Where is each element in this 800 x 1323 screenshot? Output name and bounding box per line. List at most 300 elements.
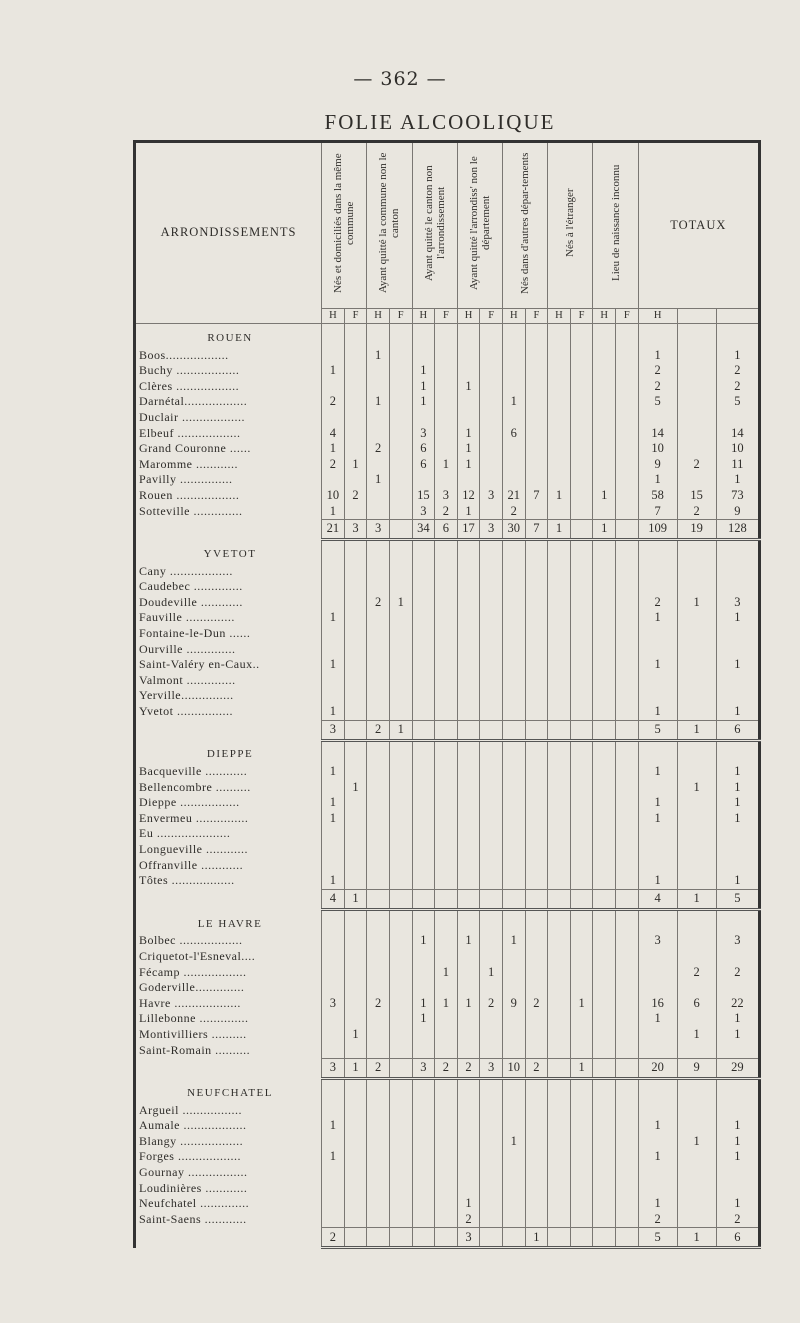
table-cell: 1 bbox=[502, 394, 525, 410]
table-cell bbox=[502, 965, 525, 981]
table-cell bbox=[616, 1103, 639, 1119]
subtotal-cell: 3 bbox=[480, 1059, 503, 1079]
table-cell bbox=[457, 673, 480, 689]
table-cell bbox=[344, 965, 367, 981]
table-cell bbox=[616, 1149, 639, 1165]
table-cell bbox=[502, 688, 525, 704]
table-cell bbox=[548, 1027, 571, 1043]
table-cell bbox=[389, 642, 412, 658]
subtotal-cell: 20 bbox=[638, 1059, 677, 1079]
subtotal-cell bbox=[525, 889, 548, 909]
subtotal-cell bbox=[525, 720, 548, 740]
table-cell bbox=[593, 1103, 616, 1119]
table-cell: 1 bbox=[677, 1027, 716, 1043]
table-cell bbox=[457, 1149, 480, 1165]
table-cell bbox=[435, 1134, 458, 1150]
table-cell: 2 bbox=[344, 488, 367, 504]
table-row bbox=[135, 873, 760, 889]
table-cell bbox=[616, 394, 639, 410]
table-cell: 1 bbox=[502, 933, 525, 949]
table-cell bbox=[525, 348, 548, 364]
table-cell bbox=[344, 441, 367, 457]
table-cell: 6 bbox=[412, 457, 435, 473]
subtotal-cell: 10 bbox=[502, 1059, 525, 1079]
table-cell bbox=[616, 379, 639, 395]
table-cell bbox=[457, 795, 480, 811]
table-cell bbox=[502, 873, 525, 889]
table-cell bbox=[344, 858, 367, 874]
table-cell bbox=[389, 811, 412, 827]
table-cell: 1 bbox=[638, 764, 677, 780]
page-number: — 362 — bbox=[353, 68, 447, 90]
table-cell bbox=[548, 949, 571, 965]
table-cell bbox=[548, 795, 571, 811]
table-cell bbox=[525, 394, 548, 410]
table-cell: 1 bbox=[412, 394, 435, 410]
table-cell bbox=[322, 673, 345, 689]
table-cell bbox=[322, 1134, 345, 1150]
table-cell bbox=[435, 472, 458, 488]
table-cell bbox=[412, 873, 435, 889]
table-cell bbox=[616, 811, 639, 827]
table-cell bbox=[616, 1118, 639, 1134]
table-cell bbox=[322, 858, 345, 874]
table-row bbox=[135, 780, 760, 796]
table-cell bbox=[677, 949, 716, 965]
table-cell bbox=[616, 1196, 639, 1212]
table-row bbox=[135, 626, 760, 642]
table-cell bbox=[389, 1134, 412, 1150]
table-cell bbox=[593, 472, 616, 488]
table-cell bbox=[716, 1165, 759, 1181]
table-cell bbox=[457, 610, 480, 626]
table-cell bbox=[593, 811, 616, 827]
table-cell bbox=[593, 688, 616, 704]
table-row bbox=[135, 1196, 760, 1212]
table-cell: 1 bbox=[367, 472, 390, 488]
table-cell: 1 bbox=[457, 426, 480, 442]
table-cell: 2 bbox=[638, 363, 677, 379]
subtotal-cell bbox=[389, 1059, 412, 1079]
table-cell bbox=[322, 1196, 345, 1212]
table-cell bbox=[548, 933, 571, 949]
table-cell bbox=[344, 1181, 367, 1197]
table-cell bbox=[344, 1212, 367, 1228]
table-cell: 1 bbox=[367, 394, 390, 410]
table-cell bbox=[638, 842, 677, 858]
table-cell bbox=[457, 642, 480, 658]
table-cell: 1 bbox=[389, 595, 412, 611]
table-cell bbox=[367, 933, 390, 949]
table-cell: 2 bbox=[716, 363, 759, 379]
table-cell bbox=[457, 858, 480, 874]
table-cell bbox=[389, 826, 412, 842]
table-cell bbox=[367, 673, 390, 689]
table-cell bbox=[570, 657, 593, 673]
table-cell bbox=[457, 873, 480, 889]
table-cell bbox=[616, 642, 639, 658]
table-cell: 1 bbox=[638, 811, 677, 827]
table-cell: 1 bbox=[638, 657, 677, 673]
table-cell bbox=[367, 426, 390, 442]
table-cell: 1 bbox=[638, 610, 677, 626]
table-cell: 2 bbox=[435, 504, 458, 520]
table-cell: 3 bbox=[716, 933, 759, 949]
table-cell bbox=[344, 1042, 367, 1058]
locality-name: Loudinières ............ bbox=[135, 1181, 322, 1197]
table-row bbox=[135, 704, 760, 720]
table-cell: 3 bbox=[716, 595, 759, 611]
table-cell bbox=[435, 626, 458, 642]
locality-name: Rouen .................. bbox=[135, 488, 322, 504]
locality-name: Clères .................. bbox=[135, 379, 322, 395]
table-cell bbox=[593, 873, 616, 889]
table-cell bbox=[435, 564, 458, 580]
table-cell: 1 bbox=[502, 1134, 525, 1150]
table-cell bbox=[502, 472, 525, 488]
subtotal-cell bbox=[570, 889, 593, 909]
table-cell: 73 bbox=[716, 488, 759, 504]
table-cell bbox=[525, 457, 548, 473]
table-cell bbox=[593, 1027, 616, 1043]
table-cell bbox=[389, 441, 412, 457]
table-cell bbox=[593, 1212, 616, 1228]
table-cell: 1 bbox=[716, 873, 759, 889]
table-cell bbox=[322, 688, 345, 704]
section-header bbox=[135, 540, 760, 564]
subtotal-cell: 1 bbox=[677, 889, 716, 909]
table-cell bbox=[457, 1134, 480, 1150]
table-cell bbox=[716, 1181, 759, 1197]
table-cell bbox=[593, 1149, 616, 1165]
table-cell: 1 bbox=[638, 1196, 677, 1212]
table-cell bbox=[593, 426, 616, 442]
table-cell bbox=[548, 842, 571, 858]
table-cell bbox=[480, 1118, 503, 1134]
table-cell bbox=[367, 579, 390, 595]
table-cell bbox=[593, 1196, 616, 1212]
table-cell bbox=[389, 1165, 412, 1181]
table-cell bbox=[525, 410, 548, 426]
table-cell bbox=[502, 1118, 525, 1134]
table-cell bbox=[457, 595, 480, 611]
subtotal-cell bbox=[435, 720, 458, 740]
table-row bbox=[135, 488, 760, 504]
table-cell bbox=[457, 1165, 480, 1181]
locality-name: Saint-Saens ............ bbox=[135, 1212, 322, 1228]
table-cell bbox=[616, 564, 639, 580]
table-cell bbox=[593, 704, 616, 720]
table-cell bbox=[502, 704, 525, 720]
locality-name: Pavilly ............... bbox=[135, 472, 322, 488]
table-cell bbox=[570, 1181, 593, 1197]
table-cell bbox=[480, 780, 503, 796]
table-cell bbox=[412, 579, 435, 595]
table-cell bbox=[435, 1011, 458, 1027]
table-cell bbox=[502, 579, 525, 595]
table-cell bbox=[525, 673, 548, 689]
table-cell bbox=[502, 1027, 525, 1043]
table-cell bbox=[480, 579, 503, 595]
table-cell bbox=[616, 1134, 639, 1150]
table-cell: 1 bbox=[435, 996, 458, 1012]
table-cell bbox=[570, 394, 593, 410]
table-cell bbox=[638, 949, 677, 965]
table-cell bbox=[677, 673, 716, 689]
table-cell: 2 bbox=[367, 441, 390, 457]
table-cell bbox=[412, 673, 435, 689]
subtotal-cell: 1 bbox=[525, 1228, 548, 1248]
table-cell: 2 bbox=[322, 457, 345, 473]
table-cell bbox=[412, 780, 435, 796]
table-row bbox=[135, 673, 760, 689]
table-cell bbox=[548, 595, 571, 611]
table-cell bbox=[548, 363, 571, 379]
table-cell bbox=[412, 642, 435, 658]
table-cell bbox=[389, 1011, 412, 1027]
subtotal-cell bbox=[548, 1228, 571, 1248]
table-row bbox=[135, 504, 760, 520]
table-cell bbox=[570, 642, 593, 658]
table-cell bbox=[716, 579, 759, 595]
table-cell bbox=[322, 595, 345, 611]
table-cell bbox=[344, 595, 367, 611]
table-cell bbox=[525, 980, 548, 996]
table-cell bbox=[616, 1212, 639, 1228]
table-cell bbox=[412, 410, 435, 426]
table-cell: 1 bbox=[322, 764, 345, 780]
table-cell bbox=[593, 1042, 616, 1058]
table-cell: 1 bbox=[638, 873, 677, 889]
table-cell bbox=[525, 795, 548, 811]
table-cell: 1 bbox=[412, 379, 435, 395]
table-cell bbox=[322, 1181, 345, 1197]
table-cell bbox=[525, 826, 548, 842]
table-cell bbox=[389, 980, 412, 996]
table-cell bbox=[389, 873, 412, 889]
table-cell bbox=[480, 394, 503, 410]
table-cell bbox=[548, 657, 571, 673]
table-cell: 2 bbox=[677, 457, 716, 473]
table-cell: 1 bbox=[638, 704, 677, 720]
table-cell bbox=[389, 1118, 412, 1134]
table-cell bbox=[389, 610, 412, 626]
table-cell bbox=[457, 780, 480, 796]
table-cell bbox=[457, 1181, 480, 1197]
table-cell bbox=[322, 965, 345, 981]
table-cell: 10 bbox=[716, 441, 759, 457]
table-cell bbox=[677, 1165, 716, 1181]
table-cell bbox=[412, 1027, 435, 1043]
table-cell: 1 bbox=[322, 504, 345, 520]
table-cell bbox=[593, 363, 616, 379]
table-cell bbox=[480, 1196, 503, 1212]
subtotal-cell bbox=[389, 520, 412, 540]
table-cell bbox=[593, 610, 616, 626]
table-cell bbox=[502, 1196, 525, 1212]
table-cell: 1 bbox=[344, 1027, 367, 1043]
table-row bbox=[135, 949, 760, 965]
table-cell bbox=[677, 1042, 716, 1058]
table-cell: 1 bbox=[716, 1134, 759, 1150]
subtotal-row bbox=[135, 1059, 760, 1079]
subtotal-cell bbox=[593, 889, 616, 909]
table-cell bbox=[322, 842, 345, 858]
table-cell bbox=[367, 873, 390, 889]
table-cell bbox=[677, 933, 716, 949]
subtotal-cell: 1 bbox=[677, 720, 716, 740]
table-cell bbox=[677, 426, 716, 442]
table-cell bbox=[367, 1149, 390, 1165]
table-cell bbox=[525, 441, 548, 457]
table-cell bbox=[570, 842, 593, 858]
table-cell bbox=[525, 1196, 548, 1212]
table-cell bbox=[570, 1011, 593, 1027]
table-cell bbox=[570, 1118, 593, 1134]
table-cell bbox=[457, 965, 480, 981]
table-cell bbox=[389, 394, 412, 410]
table-cell bbox=[677, 980, 716, 996]
subtotal-row bbox=[135, 520, 760, 540]
table-cell bbox=[457, 949, 480, 965]
locality-name: Maromme ............ bbox=[135, 457, 322, 473]
table-cell bbox=[570, 348, 593, 364]
table-cell bbox=[616, 949, 639, 965]
table-cell bbox=[638, 1181, 677, 1197]
header-column-1: Nés et domiciliés dans la même commune bbox=[322, 142, 367, 309]
table-cell bbox=[548, 472, 571, 488]
table-cell bbox=[480, 657, 503, 673]
table-cell bbox=[616, 704, 639, 720]
table-cell bbox=[435, 1212, 458, 1228]
table-body bbox=[135, 323, 760, 1248]
table-cell bbox=[367, 688, 390, 704]
locality-name: Saint-Valéry en-Caux.. bbox=[135, 657, 322, 673]
table-cell bbox=[435, 579, 458, 595]
table-cell: 2 bbox=[457, 1212, 480, 1228]
table-cell bbox=[548, 1196, 571, 1212]
table-cell: 1 bbox=[480, 965, 503, 981]
table-cell bbox=[570, 795, 593, 811]
table-cell: 2 bbox=[502, 504, 525, 520]
subtotal-cell bbox=[616, 1059, 639, 1079]
table-cell bbox=[593, 579, 616, 595]
table-cell bbox=[389, 457, 412, 473]
table-cell bbox=[677, 826, 716, 842]
table-cell bbox=[480, 1134, 503, 1150]
locality-name: Argueil ................. bbox=[135, 1103, 322, 1119]
table-cell bbox=[457, 579, 480, 595]
table-cell: 1 bbox=[457, 1196, 480, 1212]
table-cell: 1 bbox=[716, 472, 759, 488]
header-column-2: Ayant quitté la commune non le canton bbox=[367, 142, 412, 309]
table-row bbox=[135, 858, 760, 874]
table-cell bbox=[716, 842, 759, 858]
table-cell bbox=[570, 610, 593, 626]
locality-name: Valmont .............. bbox=[135, 673, 322, 689]
locality-name: Yerville............... bbox=[135, 688, 322, 704]
sex-label-f: F bbox=[344, 308, 367, 323]
table-cell bbox=[525, 642, 548, 658]
table-cell: 2 bbox=[367, 996, 390, 1012]
table-row bbox=[135, 764, 760, 780]
table-cell: 2 bbox=[322, 394, 345, 410]
table-cell bbox=[593, 933, 616, 949]
statistics-table bbox=[133, 140, 761, 1249]
table-cell bbox=[525, 1134, 548, 1150]
subtotal-cell bbox=[502, 1228, 525, 1248]
subtotal-cell: 1 bbox=[548, 520, 571, 540]
table-cell: 9 bbox=[638, 457, 677, 473]
table-cell: 2 bbox=[525, 996, 548, 1012]
table-cell bbox=[638, 780, 677, 796]
table-cell bbox=[389, 564, 412, 580]
table-cell bbox=[593, 949, 616, 965]
table-cell bbox=[344, 704, 367, 720]
table-cell bbox=[616, 657, 639, 673]
table-cell bbox=[502, 564, 525, 580]
table-cell bbox=[570, 457, 593, 473]
table-cell: 6 bbox=[502, 426, 525, 442]
table-cell bbox=[677, 1011, 716, 1027]
subtotal-cell bbox=[548, 889, 571, 909]
table-cell bbox=[677, 842, 716, 858]
table-cell bbox=[525, 1181, 548, 1197]
table-cell bbox=[480, 764, 503, 780]
table-row bbox=[135, 579, 760, 595]
table-cell bbox=[616, 626, 639, 642]
table-row bbox=[135, 441, 760, 457]
subtotal-row bbox=[135, 1228, 760, 1248]
table-cell bbox=[480, 933, 503, 949]
table-cell bbox=[525, 626, 548, 642]
subtotal-cell: 3 bbox=[457, 1228, 480, 1248]
table-cell bbox=[548, 826, 571, 842]
locality-name: Bellencombre .......... bbox=[135, 780, 322, 796]
table-cell: 2 bbox=[638, 379, 677, 395]
table-cell bbox=[716, 1042, 759, 1058]
table-cell bbox=[480, 826, 503, 842]
table-cell bbox=[677, 626, 716, 642]
header-arrondissements: ARRONDISSEMENTS bbox=[135, 142, 322, 324]
table-cell bbox=[480, 610, 503, 626]
table-cell bbox=[457, 704, 480, 720]
table-cell bbox=[616, 610, 639, 626]
table-cell bbox=[389, 704, 412, 720]
sex-label-f: F bbox=[616, 308, 639, 323]
table-cell bbox=[344, 795, 367, 811]
table-cell bbox=[570, 441, 593, 457]
table-row bbox=[135, 1212, 760, 1228]
sex-label-f: F bbox=[435, 308, 458, 323]
table-cell bbox=[344, 1196, 367, 1212]
table-cell: 2 bbox=[367, 595, 390, 611]
locality-name: Caudebec .............. bbox=[135, 579, 322, 595]
table-cell bbox=[457, 1042, 480, 1058]
table-cell bbox=[502, 348, 525, 364]
subtotal-cell bbox=[435, 1228, 458, 1248]
table-cell bbox=[480, 688, 503, 704]
sex-label-h: H bbox=[457, 308, 480, 323]
table-cell bbox=[616, 441, 639, 457]
table-cell bbox=[616, 826, 639, 842]
table-cell bbox=[677, 795, 716, 811]
table-cell: 2 bbox=[480, 996, 503, 1012]
table-cell bbox=[435, 595, 458, 611]
table-cell bbox=[502, 811, 525, 827]
table-cell bbox=[548, 504, 571, 520]
subtotal-cell: 2 bbox=[367, 720, 390, 740]
